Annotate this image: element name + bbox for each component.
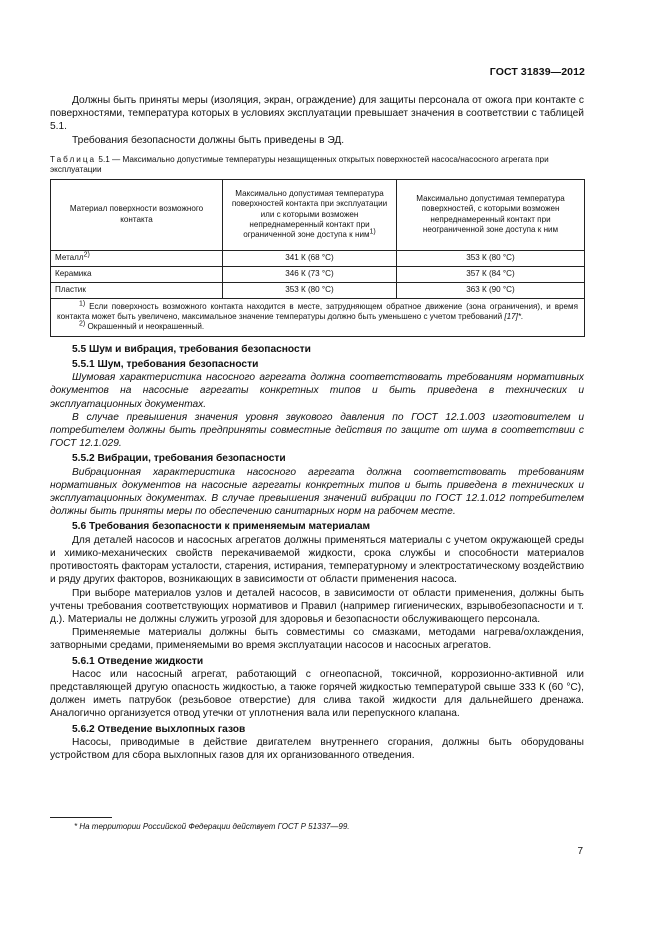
note-2-mark: 2) [79, 320, 86, 328]
table-caption-text: 5.1 — Максимально допустимые температуры незащищенных открытых поверхностей насоса/насосного агрегата при эксплуатации [50, 154, 549, 175]
note-1-text: Если поверхность возможного контакта находится в месте, затрудняющем обратное движение (зона ограничения), и время контакта может быть увеличено, максимальное значение температуры должно быть уменьшено с учетом требований [57, 301, 578, 322]
note-1-mark: 1) [79, 299, 86, 307]
section-5-5-2-paragraph: Вибрационная характеристика насосного агрегата должна соответствовать требованиям нормативных документов на насосные агрегаты конкретных типов и быть приведена в технических и эксплуатационных документах. В случае превышения значений вибрации по ГОСТ 12.1.012 потребителем должны быть приняты меры по обеспечению санитарных норм на рабочем месте. [50, 466, 584, 518]
intro-paragraph-1: Должны быть приняты меры (изоляция, экран, ограждение) для защиты персонала от ожога при контакте с поверхностями, температура которых в условиях эксплуатации превышает значения в соответствии с таблицей 5.1. [50, 95, 584, 133]
table-cell-limited: 353 К (80 °С) [223, 282, 397, 298]
section-5-6-paragraph-2: При выборе материалов узлов и деталей насосов, в зависимости от области применения, должны быть учтены требования соответствующих нормативов и Правил (например гигиенических, взрывобезопасности и т. д.). Материалы не должны служить угрозой для здоровья и безопасности обслуживающего персонала. [50, 587, 584, 625]
section-5-6-2-paragraph: Насосы, приводимые в действие двигателем внутреннего сгорания, должны быть оборудованы устройством для сбора выхлопных газов для их организованного отведения. [50, 736, 584, 761]
document-header: ГОСТ 31839—2012 [489, 66, 585, 78]
page-content [50, 94, 584, 762]
table-cell-material [51, 250, 223, 266]
section-5-6-title: 5.6 Требования безопасности к применяемым материалам [72, 521, 371, 533]
table-cell-limited: 346 К (73 °С) [223, 266, 397, 282]
table-header-row [51, 179, 585, 250]
material-name: Металл [55, 253, 84, 263]
table-row [51, 282, 585, 298]
footnote-mark-1: 1) [369, 228, 376, 236]
note-2-text: Окрашенный и неокрашенный. [87, 322, 205, 332]
section-5-5-title: 5.5 Шум и вибрация, требования безопасности [72, 343, 311, 355]
table-row [51, 266, 585, 282]
footnote-divider [50, 817, 112, 818]
section-5-5-1-title: 5.5.1 Шум, требования безопасности [72, 359, 259, 371]
note-1-reference: [17]*. [504, 312, 524, 322]
table-cell-material: Керамика [51, 266, 223, 282]
table-cell-unlimited: 357 К (84 °С) [397, 266, 585, 282]
temperature-table [50, 179, 585, 337]
table-note-2 [57, 322, 578, 332]
section-5-5-1-paragraph-2: В случае превышения значения уровня звукового давления по ГОСТ 12.1.003 изготовителем и потребителем должны быть предприняты совместные действия по защите от шума в соответствии с ГОСТ 12.1.029. [50, 411, 584, 450]
table-caption-label: Таблица [50, 154, 97, 164]
table-notes [51, 298, 585, 336]
table-header-material: Материал поверхности возможного контакта [51, 179, 223, 250]
table-row [51, 250, 585, 266]
section-5-6-1-paragraph: Насос или насосный агрегат, работающий с огнеопасной, токсичной, коррозионно-активной или представляющей другую опасность жидкостью, а также горячей жидкостью температурой свыше 333 К (60 °С), должен иметь патрубок (резьбовое отверстие) для слива такой жидкости для дальнейшего дренажа. Аналогично организуется отвод утечки от уплотнения вала или перепускного клапана. [50, 668, 584, 720]
table-header-limited-zone [223, 179, 397, 250]
table-cell-material: Пластик [51, 282, 223, 298]
page-number: 7 [577, 846, 583, 857]
table-caption [50, 155, 584, 176]
table-cell-limited: 341 К (68 °С) [223, 250, 397, 266]
section-5-6-1-title: 5.6.1 Отведение жидкости [72, 655, 204, 667]
section-5-6-paragraph-3: Применяемые материалы должны быть совместимы со смазками, методами нагрева/охлаждения, затворными средами, применяемыми во время эксплуатации насосов и насосных агрегатов. [50, 627, 584, 652]
footnote-mark-2: 2) [83, 251, 90, 259]
table-cell-unlimited: 363 К (90 °С) [397, 282, 585, 298]
section-5-5-2-title: 5.5.2 Вибрации, требования безопасности [72, 453, 286, 465]
table-notes-row [51, 298, 585, 336]
table-header-unlimited-zone: Максимально допустимая температура поверхностей, с которыми возможен непреднамеренный контакт при неограниченной зоне доступа к ним [397, 179, 585, 250]
footnote: * На территории Российской Федерации действует ГОСТ Р 51337—99. [74, 822, 350, 831]
section-5-6-paragraph-1: Для деталей насосов и насосных агрегатов должны применяться материалы с учетом окружающей среды и химико-механических свойств перекачиваемой жидкости, срока службы и способности материалов противостоять факторам усталости, старения, истирания, температурному и электростатическому воздействию и ряду других факторов, возникающих в зависимости от области применения насоса. [50, 534, 584, 586]
table-cell-unlimited: 353 К (80 °С) [397, 250, 585, 266]
section-5-6-2-title: 5.6.2 Отведение выхлопных газов [72, 723, 246, 735]
section-5-5-1-paragraph-1: Шумовая характеристика насосного агрегата должна соответствовать требованиям нормативных документов на насосные агрегаты конкретных типов и быть приведена в технических и эксплуатационных документах. [50, 372, 584, 410]
intro-paragraph-2: Требования безопасности должны быть приведены в ЭД. [72, 134, 345, 146]
table-note-1 [57, 299, 578, 323]
table-header-limited-text: Максимально допустимая температура поверхностей контакта при эксплуатации или с которыми возможен непреднамеренный контакт при ограниченной зоне доступа к ним [231, 189, 388, 239]
